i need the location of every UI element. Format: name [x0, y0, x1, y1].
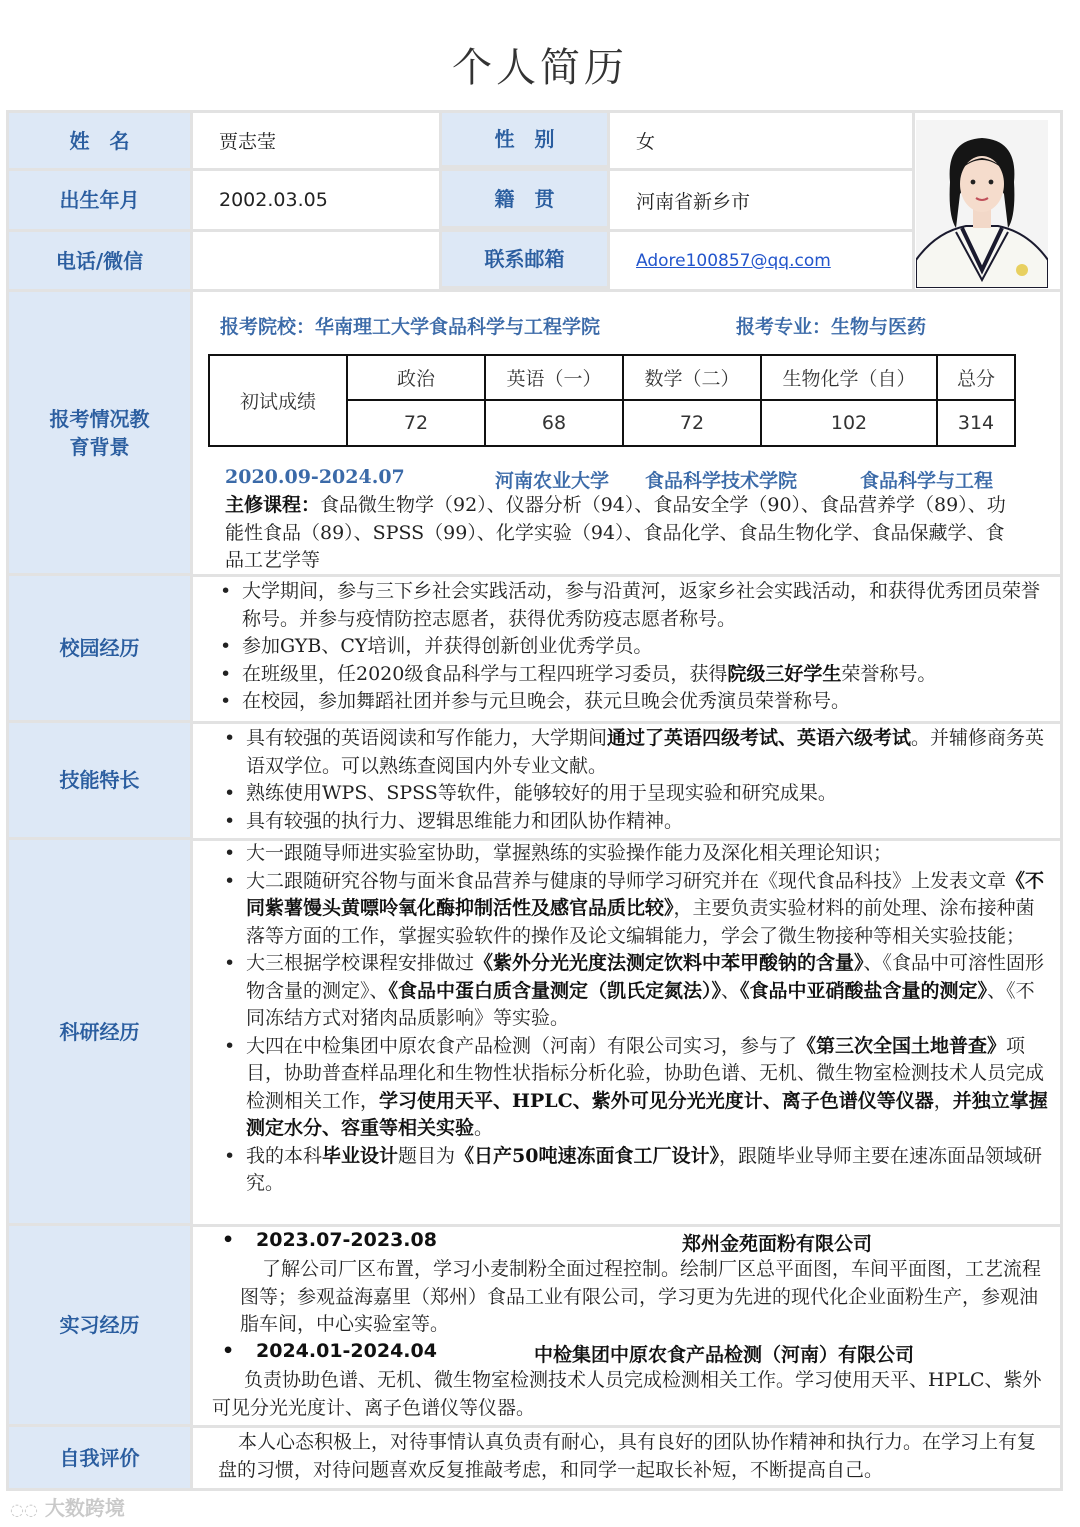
divider: [912, 110, 915, 292]
list-item: • 大学期间，参与三下乡社会实践活动，参与沿黄河，返家乡社会实践活动，和获得优秀团员荣誉称号。并参与疫情防控志愿者，获得优秀防疫志愿者称号。: [220, 578, 1045, 633]
exam-education-label: 报考情况教育背景: [9, 292, 193, 576]
bullet-icon: •: [222, 1229, 235, 1251]
job2-company: 中检集团中原农食产品检测（河南）有限公司: [534, 1344, 915, 1366]
name-value: 贾志莹: [219, 131, 277, 153]
campus-list: [220, 578, 1045, 716]
email-value: [610, 232, 912, 289]
gender-label: 性 别: [442, 113, 610, 168]
score-header: 数学（二）: [623, 355, 761, 400]
job1-company: 郑州金苑面粉有限公司: [682, 1233, 873, 1255]
education-major: 食品科学与工程: [860, 470, 994, 492]
list-item: • 具有较强的英语阅读和写作能力，大学期间通过了英语四级考试、英语六级考试。并辅修商务英语双学位。可以熟练查阅国内外专业文献。: [224, 725, 1049, 780]
origin-label: 籍 贯: [442, 171, 610, 229]
job2-description: 负责协助色谱、无机、微生物室检测技术人员完成检测相关工作。学习使用天平、HPLC、紫外可见分光光度计、离子色谱仪等仪器。: [212, 1369, 1042, 1419]
bullet-icon: •: [222, 1340, 235, 1362]
research-list: [224, 840, 1049, 1198]
list-item: • 在校园，参加舞蹈社团并参与元旦晚会，获元旦晚会优秀演员荣誉称号。: [220, 688, 1045, 716]
research-label: 科研经历: [9, 840, 193, 1226]
list-item: • 我的本科毕业设计题目为《日产50吨速冻面食工厂设计》，跟随毕业导师主要在速冻面品领域研究。: [224, 1143, 1049, 1198]
courses-list: 食品微生物学（92）、仪器分析（94）、食品安全学（90）、食品营养学（89）、功能性食品（89）、SPSS（99）、化学实验（94）、食品化学、食品生物化学、食品保藏学、食品工艺学等: [225, 494, 1006, 571]
email-label: 联系邮箱: [442, 232, 610, 289]
list-item: • 大一跟随导师进实验室协助，掌握熟练的实验操作能力及深化相关理论知识；: [224, 840, 1049, 868]
page-title: 个人简历: [452, 45, 628, 91]
skills-label: 技能特长: [9, 723, 193, 840]
name-label: 姓 名: [9, 113, 193, 171]
target-major: 报考专业：生物与医药: [736, 316, 927, 338]
watermark-logo-icon: ◌◌: [10, 1500, 38, 1519]
job1-description: 了解公司厂区布置，学习小麦制粉全面过程控制。绘制厂区总平面图，车间平面图，工艺流程图等；参观益海嘉里（郑州）食品工业有限公司，学习更为先进的现代化企业面粉生产，参观油脂车间，中心实验室等。: [240, 1258, 1042, 1335]
portrait-icon: [916, 120, 1048, 288]
self-evaluation-text: 本人心态积极上，对待事情认真负责有耐心，具有良好的团队协作精神和执行力。在学习上有复盘的习惯，对待问题喜欢反复推敲考虑，和同学一起取长补短，不断提高自己。: [218, 1431, 1037, 1481]
courses-label: 主修课程：: [225, 494, 321, 516]
score-value: 72: [623, 400, 761, 446]
score-header: 总分: [937, 355, 1015, 400]
list-item: • 大二跟随研究谷物与面米食品营养与健康的导师学习研究并在《现代食品科技》上发表文章《不同紫薯馒头黄嘌呤氧化酶抑制活性及感官品质比较》，主要负责实验材料的前处理、涂布接种菌落等方面的工作，掌握实验软件的操作及论文编辑能力，学会了微生物接种等相关实验技能；: [224, 868, 1049, 951]
score-value: 68: [485, 400, 623, 446]
phone-label: 电话/微信: [9, 232, 193, 292]
list-item: • 大四在中检集团中原农食产品检测（河南）有限公司实习，参与了《第三次全国土地普查》项目，协助普查样品理化和生物性状指标分析化验，协助色谱、无机、微生物室检测技术人员完成检测相关工作，学习使用天平、HPLC、紫外可见分光光度计、离子色谱仪等仪器，并独立掌握测定水分、容重等相关实验。: [224, 1033, 1049, 1143]
list-item: • 在班级里，任2020级食品科学与工程四班学习委员，获得院级三好学生荣誉称号。: [220, 661, 1045, 689]
list-item: • 参加GYB、CY培训，并获得创新创业优秀学员。: [220, 633, 1045, 661]
score-value: 314: [937, 400, 1015, 446]
divider: [193, 1425, 1063, 1428]
watermark: ◌◌ 大数跨境: [10, 1496, 125, 1520]
score-value: 72: [347, 400, 485, 446]
birth-value: 2002.03.05: [219, 189, 328, 211]
score-header: 政治: [347, 355, 485, 400]
divider: [193, 1224, 1063, 1227]
phone-value: [193, 232, 439, 289]
score-table: [208, 354, 1016, 447]
profile-photo: [916, 120, 1048, 288]
list-item: • 大三根据学校课程安排做过《紫外分光光度法测定饮料中苯甲酸钠的含量》、《食品中可溶性固形物含量的测定》、《食品中蛋白质含量测定（凯氏定氮法）》、《食品中亚硝酸盐含量的测定》、《不同冻结方式对猪肉品质影响》等实验。: [224, 950, 1049, 1033]
education-period: 2020.09-2024.07: [225, 466, 405, 488]
list-item: • 熟练使用WPS、SPSS等软件，能够较好的用于呈现实验和研究成果。: [224, 780, 1049, 808]
internship-label: 实习经历: [9, 1226, 193, 1427]
divider: [193, 721, 1063, 724]
job1-period: 2023.07-2023.08: [256, 1229, 437, 1251]
origin-value: 河南省新乡市: [636, 190, 751, 213]
list-item: • 具有较强的执行力、逻辑思维能力和团队协作精神。: [224, 808, 1049, 836]
score-row-label: 初试成绩: [209, 355, 347, 446]
divider: [193, 289, 1063, 292]
self-evaluation-label: 自我评价: [9, 1427, 193, 1488]
skills-list: [224, 725, 1049, 835]
birth-label: 出生年月: [9, 171, 193, 232]
campus-label: 校园经历: [9, 576, 193, 723]
education-college: 食品科学技术学院: [645, 470, 798, 492]
gender-value: 女: [636, 131, 656, 153]
email-link[interactable]: Adore100857@qq.com: [636, 250, 831, 271]
score-header: 生物化学（自）: [761, 355, 937, 400]
courses: [225, 492, 1015, 575]
score-header: 英语（一）: [485, 355, 623, 400]
score-value: 102: [761, 400, 937, 446]
target-school: 报考院校：华南理工大学食品科学与工程学院: [220, 316, 601, 338]
education-school: 河南农业大学: [495, 470, 610, 492]
job2-period: 2024.01-2024.04: [256, 1340, 437, 1362]
